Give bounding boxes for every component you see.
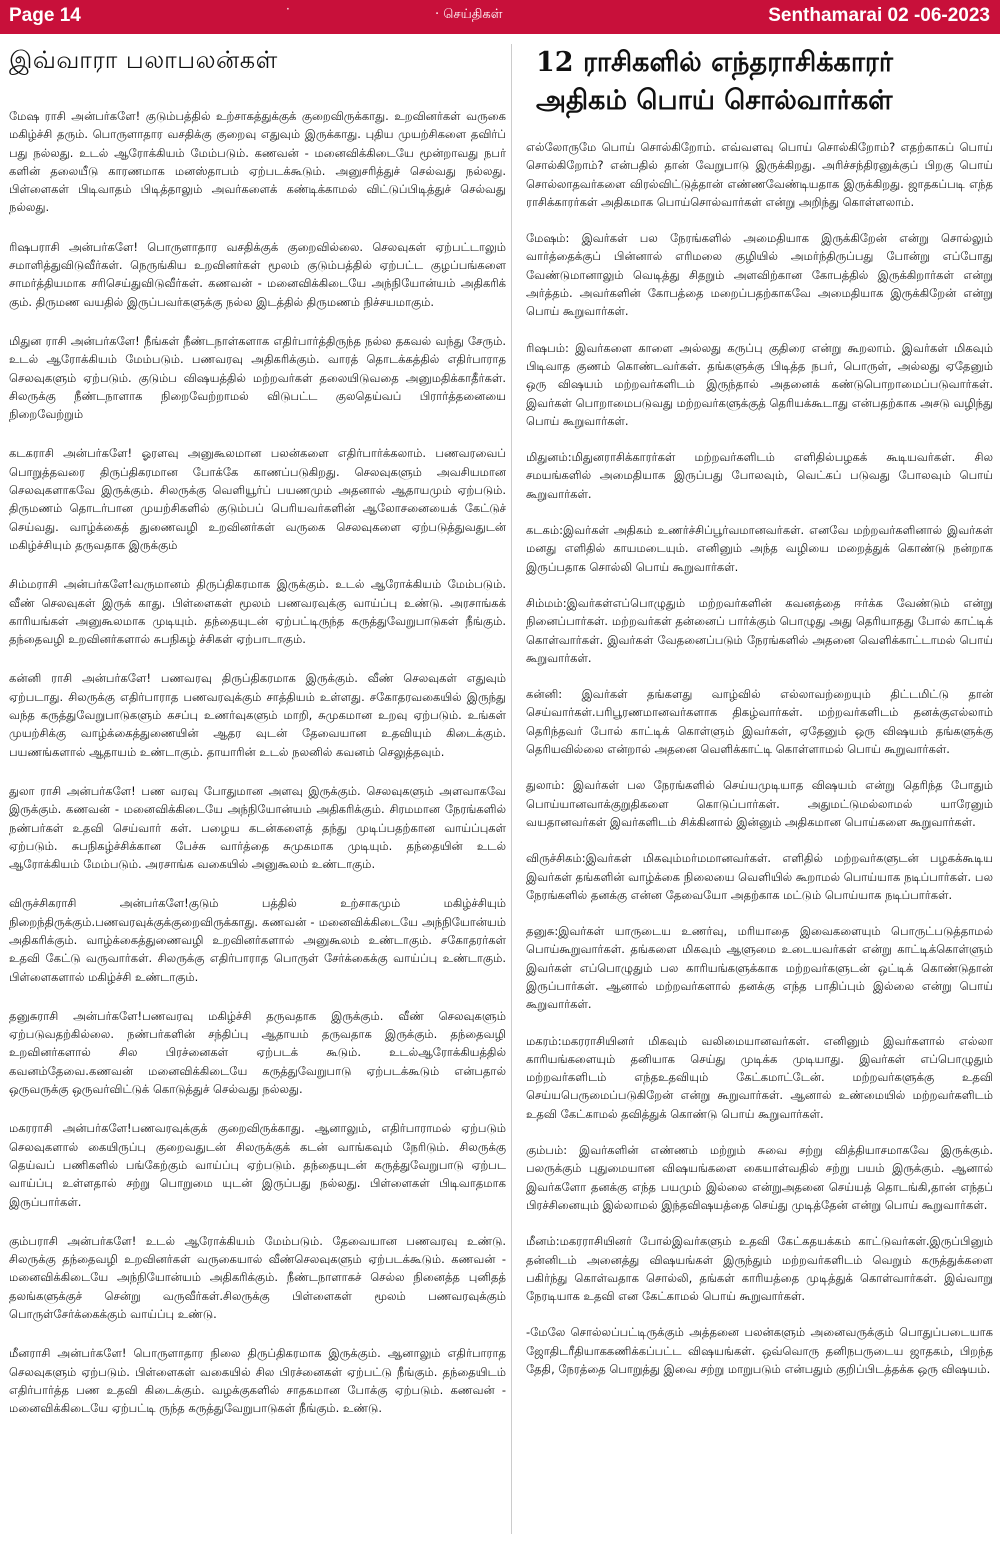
left-paragraph: சிம்மராசி அன்பர்களே!வருமானம் திருப்திகரமாக இருக்கும். உடல் ஆரோக்கியம் மேம்படும். வீண் செலவுகள் இருக் காது. பிள்ளைகள் மூலம் பணவரவுக்கு வாய்ப்பு உண்டு. அரசாங்கக் காரியங்கள் அனுகூலமாக முடியும். தந்தையுடன் ஏற்பட்டிருந்த கருத்துவேறுபாடுகள் நீங்கும். தந்தைவழி உறவினர்களால் சுபநிகழ் ச்சிகள் ஏற்பாடாகும். (9, 577, 506, 647)
left-article-title: இவ்வாரா பலாபலன்கள் (9, 46, 278, 74)
left-paragraph: விருச்சிகராசி அன்பர்களே!குடும் பத்தில் உற்சாகமும் மகிழ்ச்சியும் நிறைந்திருக்கும்.பணவரவுக்குக்குறைவிருக்காது. கணவன் - மனைவிக்கிடையே அந்நியோன்யம் அதிகரிக்கும். வாழ்க்கைத்துணைவழி உறவினர்களால் அனுகூலம் உண்டாகும். சகோதரர்கள் உதவி கேட்டு வருவார்கள். சிலருக்கு எதிர்பாராத பொருள் சேர்க்கைக்கு வாய்ப்பு உண்டாகும். பிள்ளைகளால் மகிழ்ச்சி உண்டாகும். (9, 896, 506, 984)
right-paragraph: விருச்சிகம்:இவர்கள் மிகவும்மர்மமானவர்கள். எளிதில் மற்றவர்களுடன் பழகக்கூடிய இவர்கள் தங்களின் வாழ்க்கை நிலையை வெளியில் கூறாமல் பொய்யாக நடிப்பார்கள். பல நேரங்களில் தனக்கு என்ன தேவையோ அதற்காக மட்டும் பொய்யாக நடிப்பார்கள். (526, 851, 993, 902)
right-paragraph: மேஷம்: இவர்கள் பல நேரங்களில் அமைதியாக இருக்கிறேன் என்று சொல்லும் வார்த்தைக்குப் பின்னால் எரிமலை குழியில் அமர்ந்திருப்பது போன்று எப்போது வேண்டுமானாலும் வெடித்து சிதறும் அளவிற்கான கோபத்தில் இருக்கிறார்கள் என்று அர்த்தம். அவர்களின் கோபத்தை மறைப்பதற்காகவே அமைதியாக இருக்கிறேன் என்று பொய் கூறுவார்கள். (526, 231, 993, 319)
left-paragraph: கடகராசி அன்பர்களே! ஓரளவு அனுகூலமான பலன்களை எதிர்பார்க்கலாம். பணவரவைப் பொறுத்தவரை திருப்திகரமான போக்கே காணப்படுகிறது. செலவுகளும் அவசியமான செலவுகளாகவே இருக்கும். சிலருக்கு வெளியூர்ப் பயணமும் அதனால் ஆதாயமும் ஏற்படும். திருமணம் தொடர்பான முயற்சிகளில் குடும்பப் பெரியவர்களின் ஆலோசனையைக் கேட்டுச் செய்வது. வாழ்க்கைத் துணைவழி உறவினர்கள் வருகை செலவுகளை ஏற்படுத்துவதுடன் மகிழ்ச்சியும் தருவதாக இருக்கும் (9, 446, 506, 552)
right-title-line-2: அதிகம் பொய் சொல்வார்கள் (536, 85, 893, 116)
header-dot: · (286, 2, 290, 16)
page-header (0, 0, 1000, 34)
right-paragraph: தனுசு:இவர்கள் யாருடைய உணர்வு, மரியாதை இவைகளையும் பொருட்படுத்தாமல் பொய்கூறுவார்கள். தங்களை மிகவும் ஆளுமை உடையவர்கள் என்று காட்டிக்கொள்ளும் இவர்கள் எப்பொழுதும் பல காரியங்களுக்காக மற்றவர்களுடன் ஒட்டிக் கொண்டுதான் இருப்பார்கள். ஆனால் மற்றவர்களால் தனக்கு எந்த பாதிப்பும் இல்லை என்று பொய் கூறுவார்கள். (526, 924, 993, 1012)
left-paragraph: தனுசுராசி அன்பர்களே!பணவரவு மகிழ்ச்சி தருவதாக இருக்கும். வீண் செலவுகளும் ஏற்படுவதற்கில்லை. நண்பர்களின் சந்திப்பு ஆதாயம் தருவதாக இருக்கும். தந்தைவழி உறவினர்களால் சில பிரச்னைகள் ஏற்படக் கூடும். உடல்ஆரோக்கியத்தில் கவனம்தேவை.கணவன் மனைவிக்கிடையே கருத்துவேறுபாடு ஏற்படக்கூடும் என்பதால் ஒருவருக்கு ஒருவர்விட்டுக் கொடுத்துச் செல்வது நல்லது. (9, 1008, 506, 1097)
right-title-line-1: 12 ராசிகளில் எந்தராசிக்காரர் (536, 47, 893, 78)
right-paragraph: மீனம்:மகரராசியினர் போல்இவர்களும் உதவி கேட்கதயக்கம் காட்டுவர்கள்.இருப்பினும் தன்னிடம் அனைத்து விஷயங்கள் இருந்தும் மற்றவர்களிடம் வெறும் கருத்துக்களை பகிர்ந்து கொள்வதாக சொல்லி, தங்கள் காரியத்தை முடித்துக் கொள்வார்கள். இவ்வாறு நேரடியாக உதவி என கேட்காமல் பொய் கூறுவார்கள். (526, 1234, 993, 1304)
right-column (526, 42, 993, 1396)
right-paragraph: சிம்மம்:இவர்கள்எப்பொழுதும் மற்றவர்களின் கவனத்தை ஈர்க்க வேண்டும் என்று நினைப்பார்கள். மற்றவர்கள் தன்னைப் பார்க்கும் பொழுது அது தெரியாதது போல் காட்டிக் கொள்வார்கள். இவர்கள் வேதனைப்படும் நேரங்களில் அதனை வெளிக்காட்டாமல் பொய் கூறுவார்கள். (526, 595, 993, 665)
left-paragraph: கன்னி ராசி அன்பர்களே! பணவரவு திருப்திகரமாக இருக்கும். வீண் செலவுகள் எதுவும் ஏற்படாது. சிலருக்கு எதிர்பாராத பணவரவுக்கும் சாத்தியம் உள்ளது. சகோதரவகையில் இருந்து வந்த கருத்துவேறுபாடுகளும் கசப்பு உணர்வுகளும் மாறி, சுமுகமான உறவு ஏற்படும். உங்கள் முயற்சிக்கு வாழ்க்கைத்துணையின் ஆதர வுடன் தேவையான உதவியும் கிடைக்கும். பயணங்களால் ஆதாயம் உண்டாகும். தாயாரின் உடல் நலனில் கவனம் செலுத்தவும். (9, 671, 506, 759)
left-paragraph: கும்பராசி அன்பர்களே! உடல் ஆரோக்கியம் மேம்படும். தேவையான பணவரவு உண்டு. சிலருக்கு தந்தைவழி உறவினர்கள் வருகையால் வீண்செலவுகளும் ஏற்படக்கூடும். கணவன் - மனைவிக்கிடையே அந்நியோன்யம் அதிகரிக்கும். நீண்டநாளாகச் செல்ல நினைத்த புனிதத் தலங்களுக்குச் சென்று வருவீர்கள்.சிலருக்கு பிள்ளைகள் மூலம் பணவரவுக்கும் பொருள்சேர்க்கைக்கும் வாய்ப்பு உண்டு. (9, 1233, 506, 1322)
right-paragraph: கடகம்:இவர்கள் அதிகம் உணர்ச்சிப்பூர்வமானவர்கள். எனவே மற்றவர்களினால் இவர்கள் மனது எளிதில் காயமடையும். எனினும் அந்த வழியை மறைத்துக் கொண்டு நன்றாக இருப்பதாக சொல்லி பொய் கூறுவார்கள். (526, 523, 993, 574)
left-paragraph: ரிஷபராசி அன்பர்களே! பொருளாதார வசதிக்குக் குறைவில்லை. செலவுகள் ஏற்பட்டாலும் சமாளித்துவிடுவீர்கள். நெருங்கிய உறவினர்கள் மூலம் குடும்பத்தில் ஏற்பட்ட குழப்பங்களை சாமர்த்தியமாக சரிசெய்துவிடுவீர்கள். கணவன் - மனைவிக்கிடையே அந்நியோன்யம் அதிகரிக் கும். திருமண வயதில் இருப்பவர்களுக்கு நல்ல இடத்தில் திருமணம் நிச்சயமாகும். (9, 239, 506, 309)
left-paragraph: மீனராசி அன்பர்களே! பொருளாதார நிலை திருப்திகரமாக இருக்கும். ஆனாலும் எதிர்பாராத செலவுகளும் ஏற்படும். பிள்ளைகள் வகையில் சில பிரச்னைகள் ஏற்பட்டு நீங்கும். தந்தையிடம் எதிர்பார்த்த பண உதவி கிடைக்கும். வழக்குகளில் சாதகமான போக்கு ஏற்படும். கணவன் - மனைவிக்கிடையே ஏற்பட்டி ருந்த கருத்துவேறுபாடுகள் நீங்கும். உண்டு. (9, 1346, 506, 1416)
publication-date: Senthamarai 02 -06-2023 (768, 5, 990, 26)
right-paragraph: துலாம்: இவர்கள் பல நேரங்களில் செய்யமுடியாத விஷயம் என்று தெரிந்த போதும் பொய்யானவாக்குறுதிகளை கொடுப்பார்கள். அதுமட்டுமல்லாமல் யாரேனும் வயதானவர்கள் இவர்களிடம் சிக்கினால் இன்னும் அதிகமான பொய்களை கூறுவார்கள். (526, 778, 993, 829)
section-name: · செய்திகள் (435, 7, 503, 22)
right-paragraph: மிதுனம்:மிதுனராசிக்காரர்கள் மற்றவர்களிடம் எளிதில்பழகக் கூடியவர்கள். சில சமயங்களில் அமைதியாக இருப்பது போலவும், வெட்கப் படுவது போலவும் பொய் கூறுவார்கள். (526, 450, 993, 501)
page-number: Page 14 (9, 5, 81, 26)
left-column (9, 42, 506, 1439)
left-paragraph: மேஷ ராசி அன்பர்களே! குடும்பத்தில் உற்சாகத்துக்குக் குறைவிருக்காது. உறவினர்கள் வருகை மகிழ்ச்சி தரும். பொருளாதார வசதிக்கு குறைவு எதுவும் இருக்காது. புதிய முயற்சிகளை தவிர்ப் பது நல்லது. உடல் ஆரோக்கியம் மேம்படும். கணவன் - மனைவிக்கிடையே மூன்றாவது நபர் களின் தலையீடு காரணமாக மனஸ்தாபம் ஏற்படக்கூடும். அனுசரித்துச் செல்வது நல்லது. பிள்ளைகள் பிடிவாதம் பிடித்தாலும் அவர்களைக் கண்டிக்காமல் விட்டுப்பிடித்துச் செல்வது நல்லது. (9, 109, 506, 215)
right-paragraph: மகரம்:மகரராசியினர் மிகவும் வலிமையானவர்கள். எனினும் இவர்களால் எல்லா காரியங்களையும் தனியாக செய்து முடிக்க முடியாது. இவர்கள் எப்பொழுதும் மற்றவர்களிடம் எந்தஉதவியும் கேட்கமாட்டேன். மற்றவர்களுக்கு உதவி செய்யபெருமைப்படுகிறேன் என்று கூறுவார்கள். ஆனால் உண்மையில் மற்றவர்களிடம் உதவி கேட்காமல் தவித்துக் கொண்டு பொய் கூறுவார்கள். (526, 1033, 993, 1121)
right-paragraph: எல்லோருமே பொய் சொல்கிறோம். எவ்வளவு பொய் சொல்கிறோம்? எதற்காகப் பொய் சொல்கிறோம்? என்பதில் தான் வேறுபாடு இருக்கிறது. அரிச்சந்திரனுக்குப் பிறகு பொய் சொல்லாதவர்களை விரல்விட்டுத்தான் எண்ணவேண்டியதாக இருக்கிறது. ஜாதகப்படி எந்த ராசிக்காரர்கள் அதிகமாக பொய்சொல்வார்கள் என்று அறிந்து கொள்ளலாம். (526, 140, 993, 209)
right-article-title (536, 44, 993, 120)
right-paragraph: -மேலே சொல்லப்பட்டிருக்கும் அத்தனை பலன்களும் அனைவருக்கும் பொதுப்படையாக ஜோதிடரீதியாககணிக்கப்பட்ட விஷயங்கள். ஒவ்வொரு தனிநபருடைய ஜாதகம், பிறந்த தேதி, நேரத்தை பொறுத்து இவை சற்று மாறுபடும் என்பதும் குறிப்பிடத்தக்க ஒரு விஷயம். (526, 1325, 993, 1377)
left-paragraph: துலா ராசி அன்பர்களே! பண வரவு போதுமான அளவு இருக்கும். செலவுகளும் அளவாகவே இருக்கும். கணவன் - மனைவிக்கிடையே அந்நியோன்யம் அதிகரிக்கும். சிரமமான நேரங்களில் நண்பர்கள் உதவி செய்வார் கள். பழைய கடன்களைத் தந்து முடிப்பதற்கான வாய்ப்புகள் ஏற்படும். சுபநிகழ்ச்சிக்கான பேச்சு வார்த்தை சுமுகமாக முடியும். தந்தையின் உடல் ஆரோக்கியம் மேம்படும். அரசாங்க வகையில் அனுகூலம் உண்டாகும். (9, 783, 506, 872)
left-paragraph: மிதுன ராசி அன்பர்களே! நீங்கள் நீண்டநாள்களாக எதிர்பார்த்திருந்த நல்ல தகவல் வந்து சேரும். உடல் ஆரோக்கியம் மேம்படும். பணவரவு அதிகரிக்கும். வாரத் தொடக்கத்தில் எதிர்பாராத செலவுகளும் ஏற்படும். குடும்ப விஷயத்தில் மற்றவர்கள் தலையிடுவதை அனுமதிக்காதீர்கள். சிலருக்கு நீண்டநாளாக நிறைவேற்றாமல் விடுபட்ட குலதெய்வப் பிரார்த்தனையை நிறைவேற்றும் (9, 333, 506, 422)
left-paragraph: மகரராசி அன்பர்களே!பணவரவுக்குக் குறைவிருக்காது. ஆனாலும், எதிர்பாராமல் ஏற்படும் செலவுகளால் கையிருப்பு குறைவதுடன் சிலருக்குக் கடன் வாங்கவும் நேரிடும். சிலருக்கு தெய்வப் பணிகளில் பங்கேற்கும் வாய்ப்பு ஏற்படும். தந்தையுடன் கருத்துவேறுபாடு ஏற்பட வாய்ப்பு உள்ளதால் சற்று பொறுமை யுடன் இருப்பது நல்லது. பிள்ளைகள் பிடிவாதமாக இருப்பார்கள். (9, 1121, 506, 1209)
column-divider (511, 44, 512, 1534)
right-paragraph: ரிஷபம்: இவர்களை காளை அல்லது கருப்பு குதிரை என்று கூறலாம். இவர்கள் மிகவும் பிடிவாத குணம் கொண்டவர்கள். தங்களுக்கு பிடித்த நபர், பொருள், அல்லது ஏதேனும் ஒரு விஷயம் மற்றவர்களிடம் இருந்தால் அதனைக் கண்டுபொறாமைப்படுவார்கள். இவர்கள் பொறாமைபடுவது மற்றவர்களுக்குத் தெரியக்கூடாது என்பதற்காக அசடு வழிந்து பொய் கூறுவார்கள். (526, 340, 993, 428)
right-paragraph: கன்னி: இவர்கள் தங்களது வாழ்வில் எல்லாவற்றையும் திட்டமிட்டு தான் செய்வார்கள்.பரிபூரணமானவர்களாக திகழ்வார்கள். மற்றவர்களிடம் தனக்குஎல்லாம் தெரிந்தவர் போல் காட்டிக் கொள்ளும் இவர்கள், ஏதேனும் ஒரு விஷயம் தங்களுக்கு தெரியவில்லை என்றால் அதனை வெளிக்காட்டி கொள்ளாமல் பொய் கூறுவார்கள். (526, 687, 993, 757)
right-paragraph: கும்பம்: இவர்களின் எண்ணம் மற்றும் சுவை சற்று வித்தியாசமாகவே இருக்கும். பலருக்கும் புதுமையான விஷயங்களை கையாள்வதில் சற்று பயம் இருக்கும். ஆனால் இவர்களோ தனக்கு எந்த பயமும் இல்லை என்றுஅதனை செய்யத் தொடங்கி,தான் எந்தப் பிரச்சினையும் இல்லாமல் இந்தவிஷயத்தை செய்து முடித்தேன் என்று பொய் கூறுவார்கள். (526, 1143, 993, 1212)
